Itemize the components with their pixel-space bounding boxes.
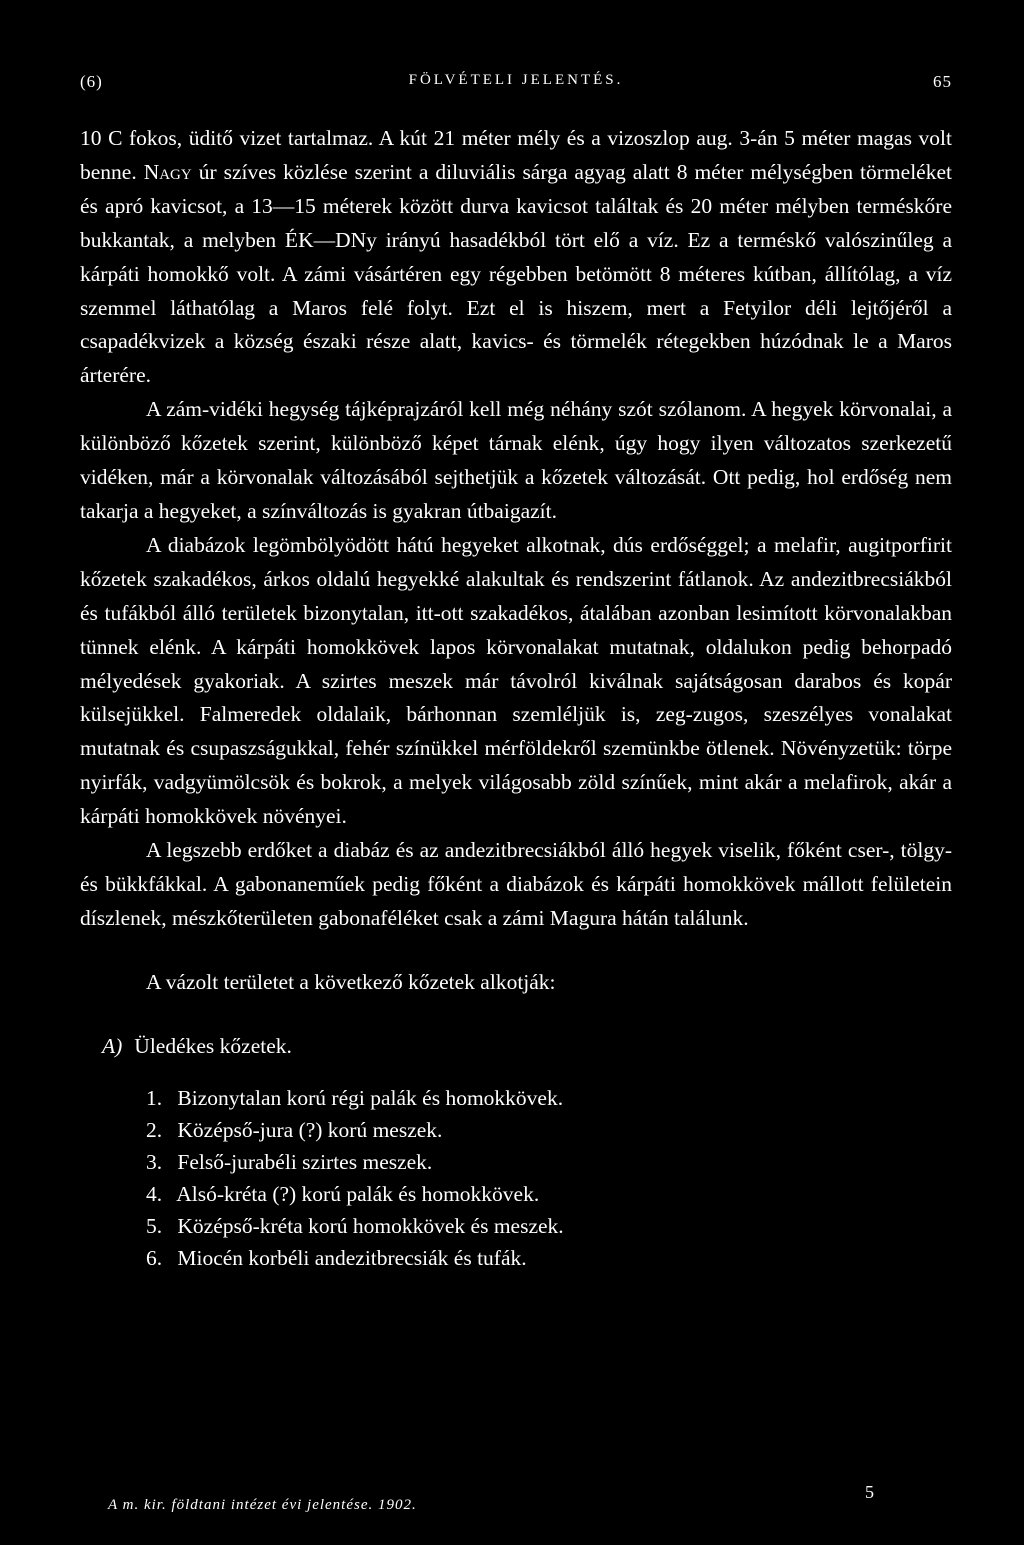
list-item: 5. Középső-kréta korú homokkövek és meszek. [146, 1213, 564, 1238]
paragraph-1 [80, 122, 952, 393]
footer-citation: A m. kir. földtani intézet évi jelentése. 1902. [108, 1497, 417, 1513]
paragraph-2: A zám-vidéki hegység tájképrajzáról kell még néhány szót szólanom. A hegyek körvonalai, a különböző kőzetek szerint, különböző képet tárnak elénk, úgy hogy ilyen változatos szerkezetű vidéken, már a körvonalak változásából sejthetjük a kőzetek változását. Ott pedig, hol erdőség nem takarja a hegyeket, a színváltozás is gyakran útbaigazít. [80, 397, 952, 523]
list-item: 3. Felső-jurabéli szirtes meszek. [146, 1149, 433, 1174]
header-section-number: (6) [80, 72, 103, 91]
rock-list [80, 1082, 952, 1274]
list-item: 1. Bizonytalan korú régi palák és homokkövek. [146, 1085, 564, 1110]
running-header [80, 72, 952, 102]
header-title: FÖLVÉTELI JELENTÉS. [408, 72, 624, 88]
paragraph-1-part-a: 10 C fokos, üditő vizet tartalmaz. A kút 21 méter mély és a vizoszlop aug. 3-án 5 méter magas volt benne. [80, 126, 952, 184]
paragraph-3: A diabázok legömbölyödött hátú hegyeket alkotnak, dús erdőséggel; a melafir, augitporfirit kőzetek szakadékos, árkos oldalú hegyekké alakultak és rendszerint fátlanok. Az andezitbrecsiákból és tufákból álló területek bizonytalan, itt-ott szakadékos, átalában azonban lesimított körvonalakban tünnek elénk. A kárpáti homokkövek lapos körvonalakat mutatnak, oldalukon pedig behorpadó mélyedések gyakoriak. A szirtes meszek már távolról kiválnak sajátságosan darabos és kopár külsejükkel. Falmeredek oldalaik, bárhonnan szemléljük is, zeg-zugos, szeszélyes vonalakat mutatnak és csupaszságukkal, fehér színükkel mérföldekről szemünkbe ötlenek. Növényzetük: törpe nyirfák, vadgyümölcsök és bokrok, a melyek világosabb zöld színűek, mint akár a melafirok, akár a kárpáti homokkövek növényei. [80, 532, 952, 829]
list-item: 4. Alsó-kréta (?) korú palák és homokkövek. [146, 1181, 540, 1206]
section-letter: A) [102, 1033, 123, 1058]
body-text [80, 122, 952, 1274]
list-item: 6. Miocén korbéli andezitbrecsiák és tufák. [146, 1245, 527, 1270]
page-number: 65 [933, 72, 952, 91]
sheet-number: 5 [865, 1482, 874, 1502]
paragraph-5: A vázolt területet a következő kőzetek alkotják: [146, 969, 556, 994]
section-title: Üledékes kőzetek. [134, 1033, 292, 1058]
paragraph-4: A legszebb erdőket a diabáz és az andezitbrecsiákból álló hegyek viselik, főként cser-, tölgy- és bükkfákkal. A gabonaneműek pedig főként a diabázok és kárpáti homokkövek mállott felületein díszlenek, mészkőterületen gabonaféléket csak a zámi Magura hátán találunk. [80, 838, 952, 930]
section-heading [80, 1030, 952, 1064]
list-item: 2. Középső-jura (?) korú meszek. [146, 1117, 443, 1142]
paragraph-1-part-b: úr szíves közlése szerint a diluviális sárga agyag alatt 8 méter mélységben törmeléket és apró kavicsot, a 13—15 méterek között durva kavicsot találtak és 20 méter mélyben terméskőre bukkantak, a melyben ÉK—DNy irányú hasadékból tört elő a víz. Ez a terméskő valószinűleg a kárpáti homokkő volt. A zámi vásártéren egy régebben betömött 8 méteres kútban, állítólag, a víz szemmel láthatólag a Maros felé folyt. Ezt el is hiszem, mert a Fetyilor déli lejtőjéről a csapadékvizek a község északi része alatt, kavics- és törmelék rétegekben húzódnak le a Maros árterére. [80, 159, 952, 388]
person-name: Nagy [143, 159, 192, 184]
